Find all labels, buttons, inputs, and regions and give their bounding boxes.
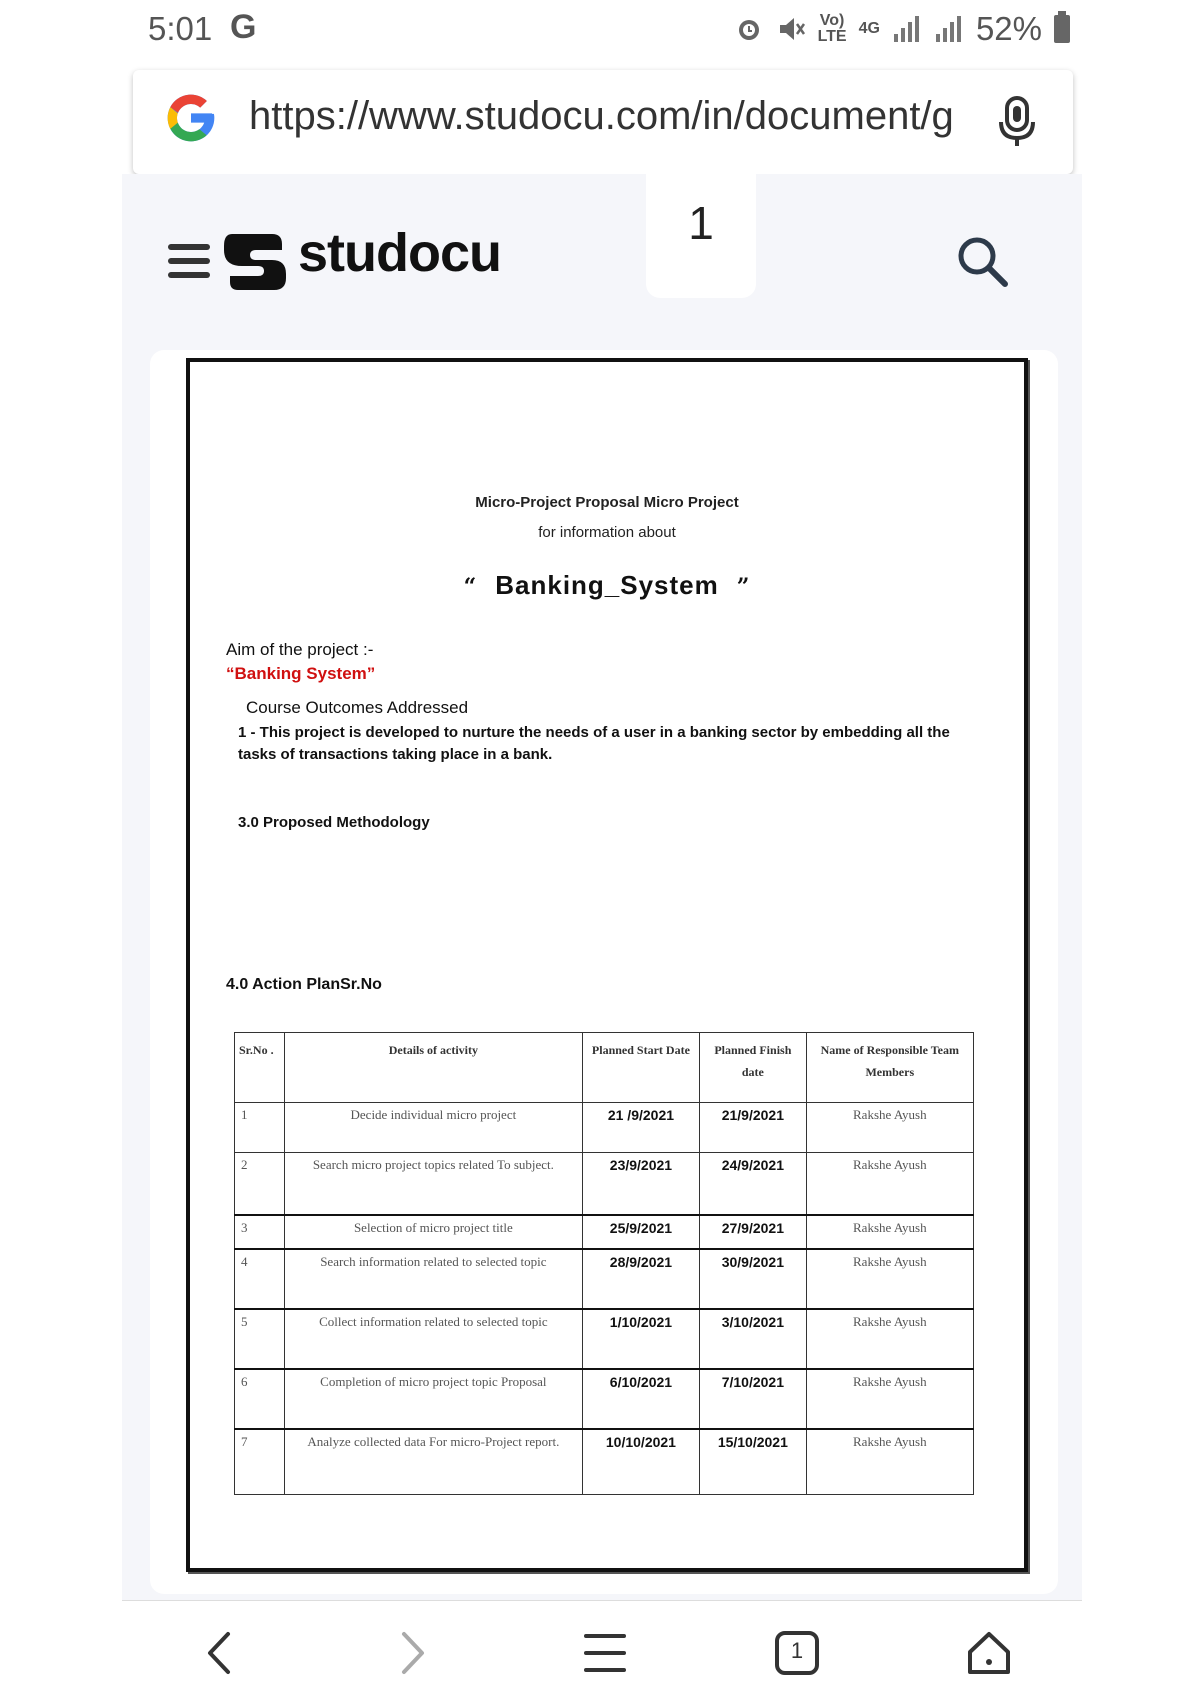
action-plan-table [234, 1032, 974, 1495]
menu-list-icon[interactable] [580, 1628, 630, 1678]
member-cell: Rakshe Ayush [806, 1103, 973, 1153]
search-icon[interactable] [955, 234, 1009, 288]
aim-value: “Banking System” [226, 664, 376, 683]
address-bar[interactable] [133, 70, 1073, 174]
start-date-cell: 23/9/2021 [582, 1153, 699, 1215]
finish-date-cell: 24/9/2021 [700, 1153, 807, 1215]
aim-label: Aim of the project :- [226, 640, 374, 659]
title-close-quote: ” [736, 574, 751, 600]
finish-date-cell: 30/9/2021 [700, 1249, 807, 1309]
brand-name[interactable]: studocu [298, 223, 501, 283]
member-cell: Rakshe Ayush [806, 1309, 973, 1369]
tabs-count: 1 [790, 1638, 804, 1663]
start-date-cell: 25/9/2021 [582, 1215, 699, 1249]
url-text[interactable]: https://www.studocu.com/in/document/g [249, 94, 954, 138]
menu-icon[interactable] [168, 244, 210, 280]
finish-date-cell: 3/10/2021 [700, 1309, 807, 1369]
doc-title [190, 570, 1024, 601]
table-row [235, 1153, 974, 1215]
table-header: Name of Responsible Team Members [806, 1033, 973, 1103]
nav-divider [122, 1600, 1082, 1601]
tabs-button[interactable] [772, 1628, 822, 1678]
studocu-logo-icon[interactable] [218, 224, 290, 296]
battery-icon [1054, 15, 1070, 43]
document-page [186, 358, 1028, 1572]
action-plan-heading: 4.0 Action PlanSr.No [226, 976, 382, 993]
activity-cell: Search information related to selected topic [284, 1249, 582, 1309]
member-cell: Rakshe Ayush [806, 1429, 973, 1495]
google-notification-icon: G [230, 8, 257, 46]
alarm-icon [734, 14, 764, 44]
sr-cell: 7 [235, 1429, 285, 1495]
signal-icon [892, 14, 922, 44]
table-header: Planned Start Date [582, 1033, 699, 1103]
status-bar [0, 0, 1200, 60]
doc-heading-line2: for information about [538, 524, 676, 541]
start-date-cell: 1/10/2021 [582, 1309, 699, 1369]
start-date-cell: 10/10/2021 [582, 1429, 699, 1495]
activity-cell: Analyze collected data For micro-Project report. [284, 1429, 582, 1495]
course-outcomes-heading: Course Outcomes Addressed [246, 698, 469, 717]
doc-title-text: Banking_System [495, 570, 719, 600]
start-date-cell: 28/9/2021 [582, 1249, 699, 1309]
home-icon[interactable] [964, 1628, 1014, 1678]
member-cell: Rakshe Ayush [806, 1215, 973, 1249]
table-row [235, 1249, 974, 1309]
start-date-cell: 21 /9/2021 [582, 1103, 699, 1153]
activity-cell: Collect information related to selected topic [284, 1309, 582, 1369]
battery-percent: 52% [975, 10, 1042, 47]
methodology-heading: 3.0 Proposed Methodology [238, 814, 430, 831]
sr-cell: 1 [235, 1103, 285, 1153]
sr-cell: 2 [235, 1153, 285, 1215]
table-row [235, 1309, 974, 1369]
page-number-tab: 1 [646, 172, 756, 298]
table-row [235, 1215, 974, 1249]
activity-cell: Search micro project topics related To subject. [284, 1153, 582, 1215]
table-row [235, 1429, 974, 1495]
title-open-quote: “ [463, 574, 478, 600]
finish-date-cell: 7/10/2021 [700, 1369, 807, 1429]
forward-icon[interactable] [386, 1628, 436, 1678]
start-date-cell: 6/10/2021 [582, 1369, 699, 1429]
finish-date-cell: 27/9/2021 [700, 1215, 807, 1249]
sr-cell: 3 [235, 1215, 285, 1249]
finish-date-cell: 15/10/2021 [700, 1429, 807, 1495]
member-cell: Rakshe Ayush [806, 1153, 973, 1215]
table-row [235, 1369, 974, 1429]
status-time: 5:01 [148, 10, 213, 47]
google-logo-icon [163, 90, 219, 146]
sr-cell: 5 [235, 1309, 285, 1369]
sr-cell: 6 [235, 1369, 285, 1429]
activity-cell: Decide individual micro project [284, 1103, 582, 1153]
sr-cell: 4 [235, 1249, 285, 1309]
course-outcomes-text: 1 - This project is developed to nurture the needs of a user in a banking sector by embedding all the tasks of transactions taking place in a bank. [238, 724, 950, 763]
table-header: Planned Finish date [700, 1033, 807, 1103]
microphone-icon[interactable] [997, 96, 1037, 148]
table-header: Sr.No . [235, 1033, 285, 1103]
signal-icon-2 [934, 14, 964, 44]
doc-heading-line1: Micro-Project Proposal Micro Project [475, 494, 739, 511]
status-icons [734, 10, 1070, 48]
activity-cell: Selection of micro project title [284, 1215, 582, 1249]
finish-date-cell: 21/9/2021 [700, 1103, 807, 1153]
table-row [235, 1103, 974, 1153]
activity-cell: Completion of micro project topic Proposal [284, 1369, 582, 1429]
volte-icon: Vo) LTE [817, 12, 847, 45]
member-cell: Rakshe Ayush [806, 1249, 973, 1309]
network-type-icon: 4G [858, 20, 880, 37]
table-header: Details of activity [284, 1033, 582, 1103]
back-icon[interactable] [196, 1628, 246, 1678]
member-cell: Rakshe Ayush [806, 1369, 973, 1429]
mute-icon [776, 14, 806, 44]
